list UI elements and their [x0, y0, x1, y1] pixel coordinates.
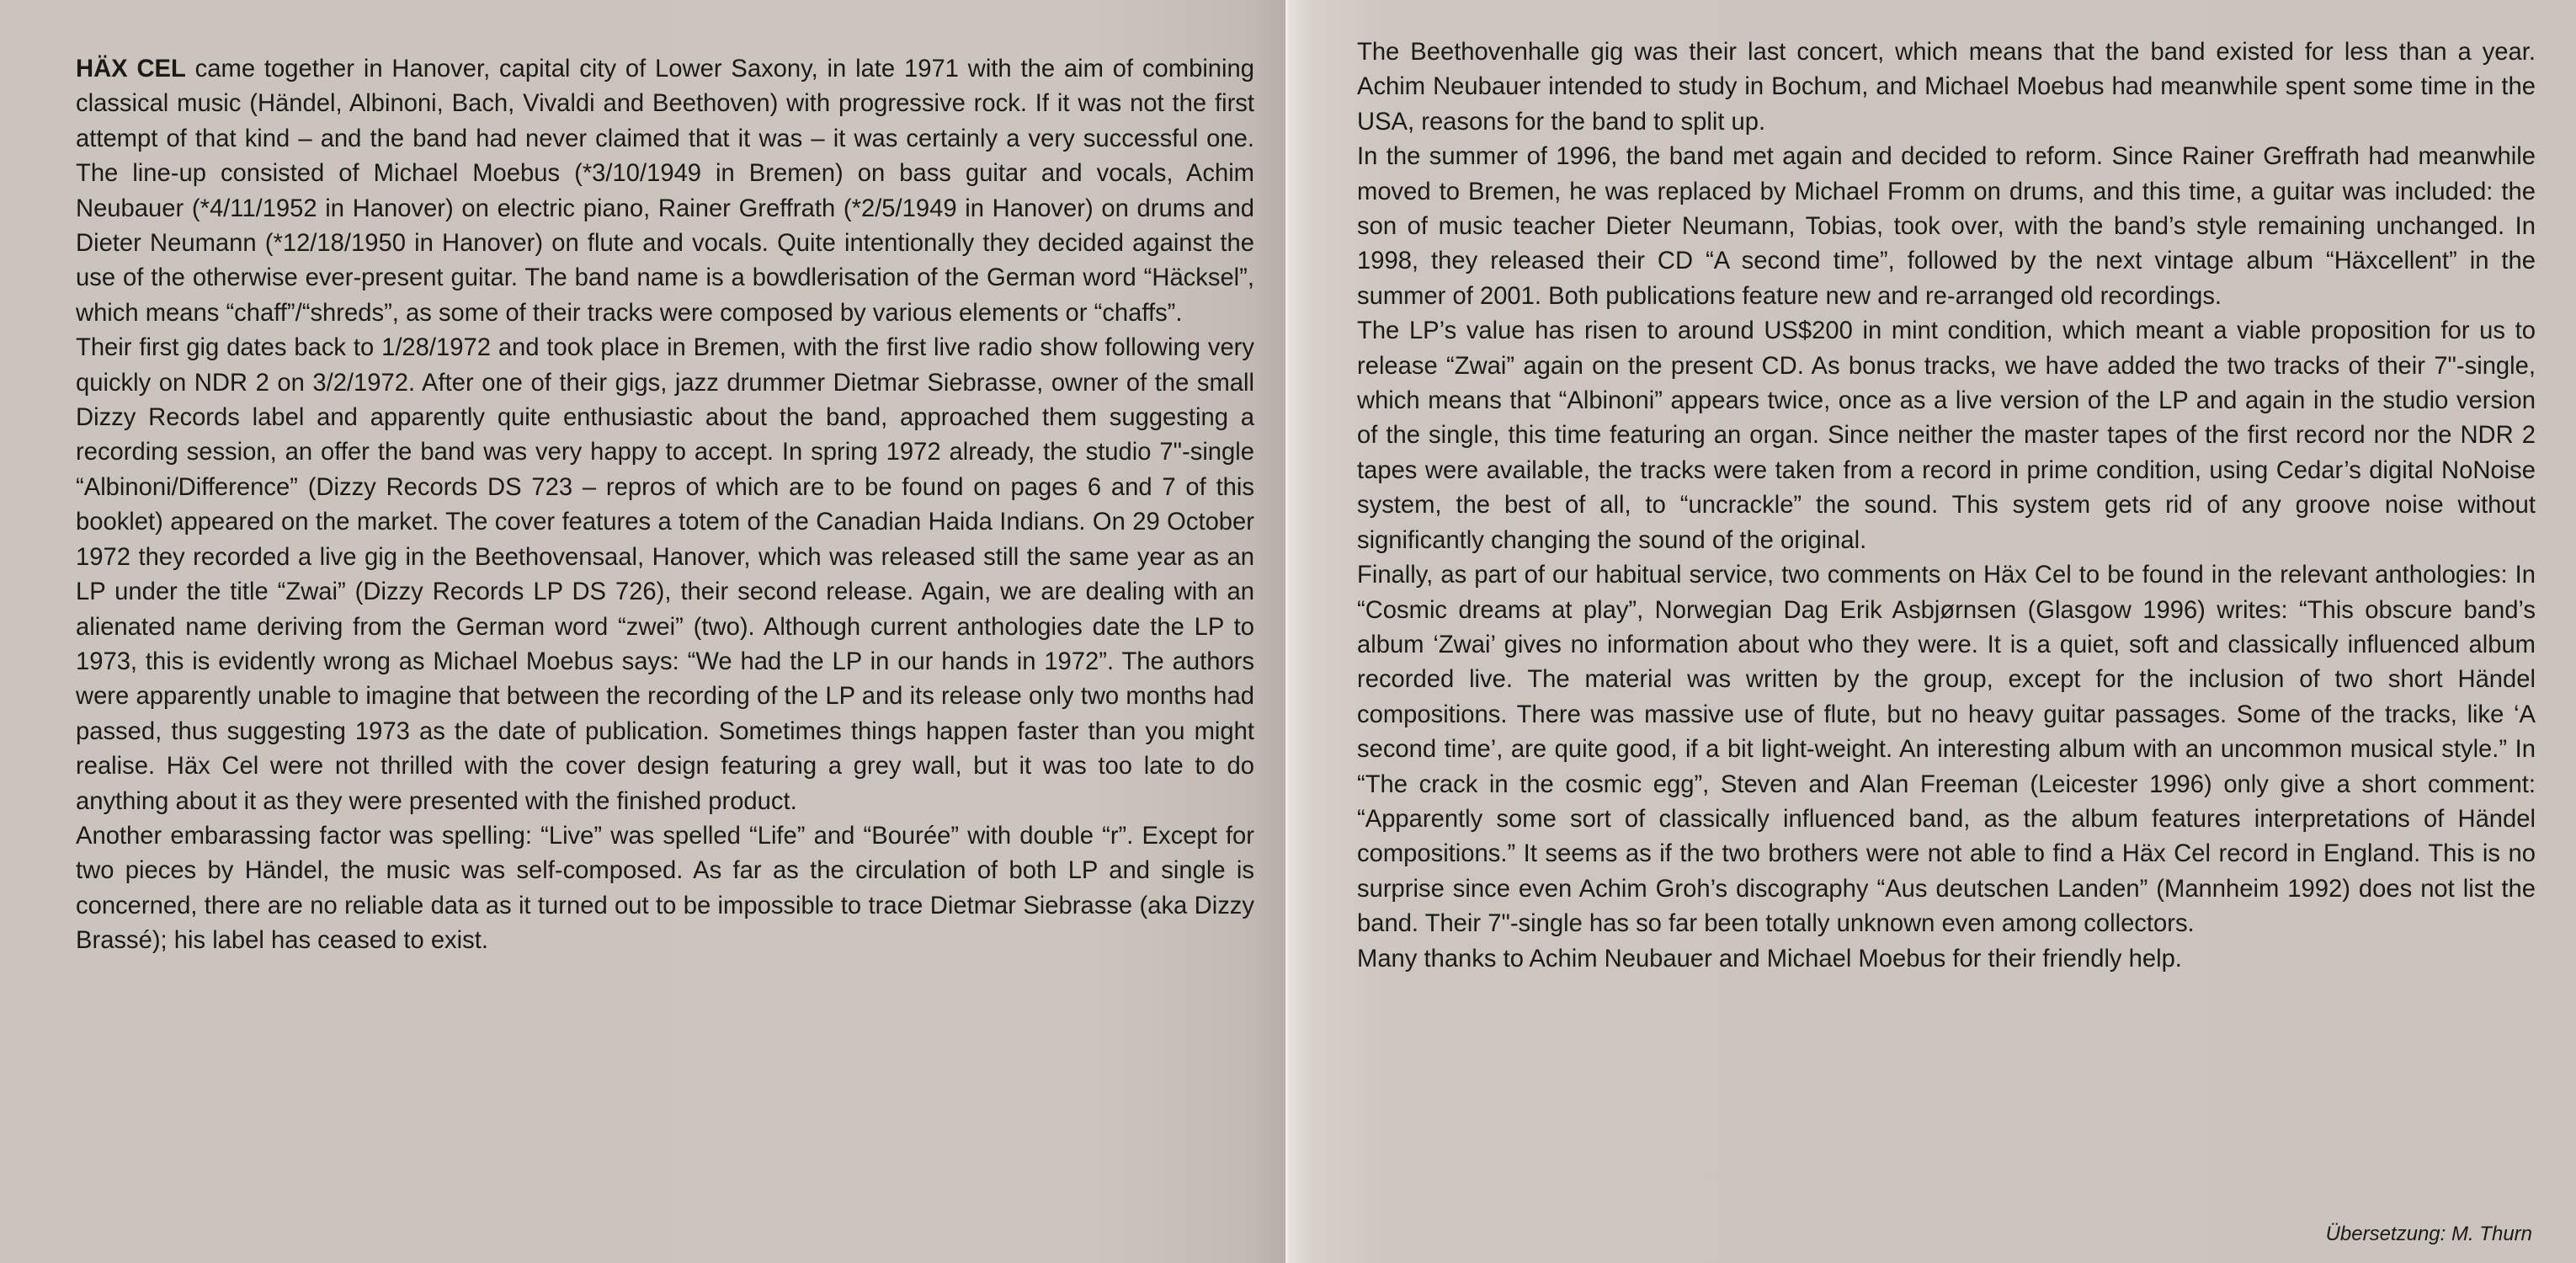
- right-paragraph-5: Many thanks to Achim Neubauer and Michael Moebus for their friendly help.: [1357, 945, 2182, 973]
- right-page: [1288, 0, 2576, 1263]
- left-paragraph-1-body: came together in Hanover, capital city of Lower Saxony, in late 1971 with the aim of combining classical music (Händel, Albinoni, Bach, Vivaldi and Beethoven) with progressive rock. If it was not the first attempt of that kind – and the band had never claimed that it was – it was certainly a very successful one. The line-up consisted of Michael Moebus (*3/10/1949 in Bremen) on bass guitar and vocals, Achim Neubauer (*4/11/1952 in Hanover) on electric piano, Rainer Greffrath (*2/5/1949 in Hanover) on drums and Dieter Neumann (*12/18/1950 in Hanover) on flute and vocals. Quite intentionally they decided against the use of the otherwise ever-present guitar. The band name is a bowdlerisation of the German word “Häcksel”, which means “chaff”/“shreds”, as some of their tracks were composed by various elements or “chaffs”.: [76, 56, 1254, 327]
- right-paragraph-4: Finally, as part of our habitual service, two comments on Häx Cel to be found in the relevant anthologies: In “Cosmic dreams at play”, Norwegian Dag Erik Asbjørnsen (Glasgow 1996) writes: “This obscure band’s album ‘Zwai’ gives no information about who they were. It is a quiet, soft and classically influenced album recorded live. The material was written by the group, except for the inclusion of two short Händel compositions. There was massive use of flute, but no heavy guitar passages. Some of the tracks, like ‘A second time’, are quite good, if a bit light-weight. An interesting album with an uncommon musical style.” In “The crack in the cosmic egg”, Steven and Alan Freeman (Leicester 1996) only give a short comment: “Apparently some sort of classically influenced band, as the album features interpretations of Händel compositions.” It seems as if the two brothers were not able to find a Häx Cel record in England. This is no surprise since even Achim Groh’s discography “Aus deutschen Landen” (Mannheim 1992) does not list the band. Their 7"-single has so far been totally unknown even among collectors.: [1357, 562, 2536, 938]
- translation-credit: Übersetzung: M. Thurn: [2325, 1223, 2532, 1245]
- left-paragraph-2: Their first gig dates back to 1/28/1972 and took place in Bremen, with the first live radio show following very quickly on NDR 2 on 3/2/1972. After one of their gigs, jazz drummer Dietmar Siebrasse, owner of the small Dizzy Records label and apparently quite enthusiastic about the band, approached them suggesting a recording session, an offer the band was very happy to accept. In spring 1972 already, the studio 7"-single “Albinoni/Difference” (Dizzy Records DS 723 – repros of which are to be found on pages 6 and 7 of this booklet) appeared on the market. The cover features a totem of the Canadian Haida Indians. On 29 October 1972 they recorded a live gig in the Beethovensaal, Hanover, which was released still the same year as an LP under the title “Zwai” (Dizzy Records LP DS 726), their second release. Again, we are dealing with an alienated name deriving from the German word “zwei” (two). Although current anthologies date the LP to 1973, this is evidently wrong as Michael Moebus says: “We had the LP in our hands in 1972”. The authors were apparently unable to imagine that between the recording of the LP and its release only two months had passed, thus suggesting 1973 as the date of publication. Sometimes things happen faster than you might realise. Häx Cel were not thrilled with the cover design featuring a grey wall, but it was too late to do anything about it as they were presented with the finished product.: [76, 334, 1254, 815]
- right-paragraph-3: The LP’s value has risen to around US$200 in mint condition, which meant a viable proposition for us to release “Zwai” again on the present CD. As bonus tracks, we have added the two tracks of their 7"-single, which means that “Albinoni” appears twice, once as a live version of the LP and again in the studio version of the single, this time featuring an organ. Since neither the master tapes of the first record nor the NDR 2 tapes were available, the tracks were taken from a record in prime condition, using Cedar’s digital NoNoise system, the best of all, to “uncrackle” the sound. This system gets rid of any groove noise without significantly changing the sound of the original.: [1357, 317, 2536, 554]
- right-page-text: [1357, 35, 2536, 977]
- left-paragraph-1: [76, 52, 1254, 331]
- left-paragraph-3: Another embarassing factor was spelling: “Live” was spelled “Life” and “Bourée” with double “r”. Except for two pieces by Händel, the music was self-composed. As far as the circulation of both LP and single is concerned, there are no reliable data as it turned out to be impossible to trace Dietmar Siebrasse (aka Dizzy Brassé); his label has ceased to exist.: [76, 822, 1254, 955]
- right-paragraph-1: The Beethovenhalle gig was their last concert, which means that the band existed for less than a year. Achim Neubauer intended to study in Bochum, and Michael Moebus had meanwhile spent some time in the USA, reasons for the band to split up.: [1357, 39, 2536, 136]
- right-paragraph-2: In the summer of 1996, the band met again and decided to reform. Since Rainer Greffrath had meanwhile moved to Bremen, he was replaced by Michael Fromm on drums, and this time, a guitar was included: the son of music teacher Dieter Neumann, Tobias, took over, with the band’s style remaining unchanged. In 1998, they released their CD “A second time”, followed by the next vintage album “Häxcellent” in the summer of 2001. Both publications feature new and re-arranged old recordings.: [1357, 143, 2536, 310]
- band-name-lead: HÄX CEL: [76, 56, 186, 83]
- left-page-text: [76, 52, 1254, 959]
